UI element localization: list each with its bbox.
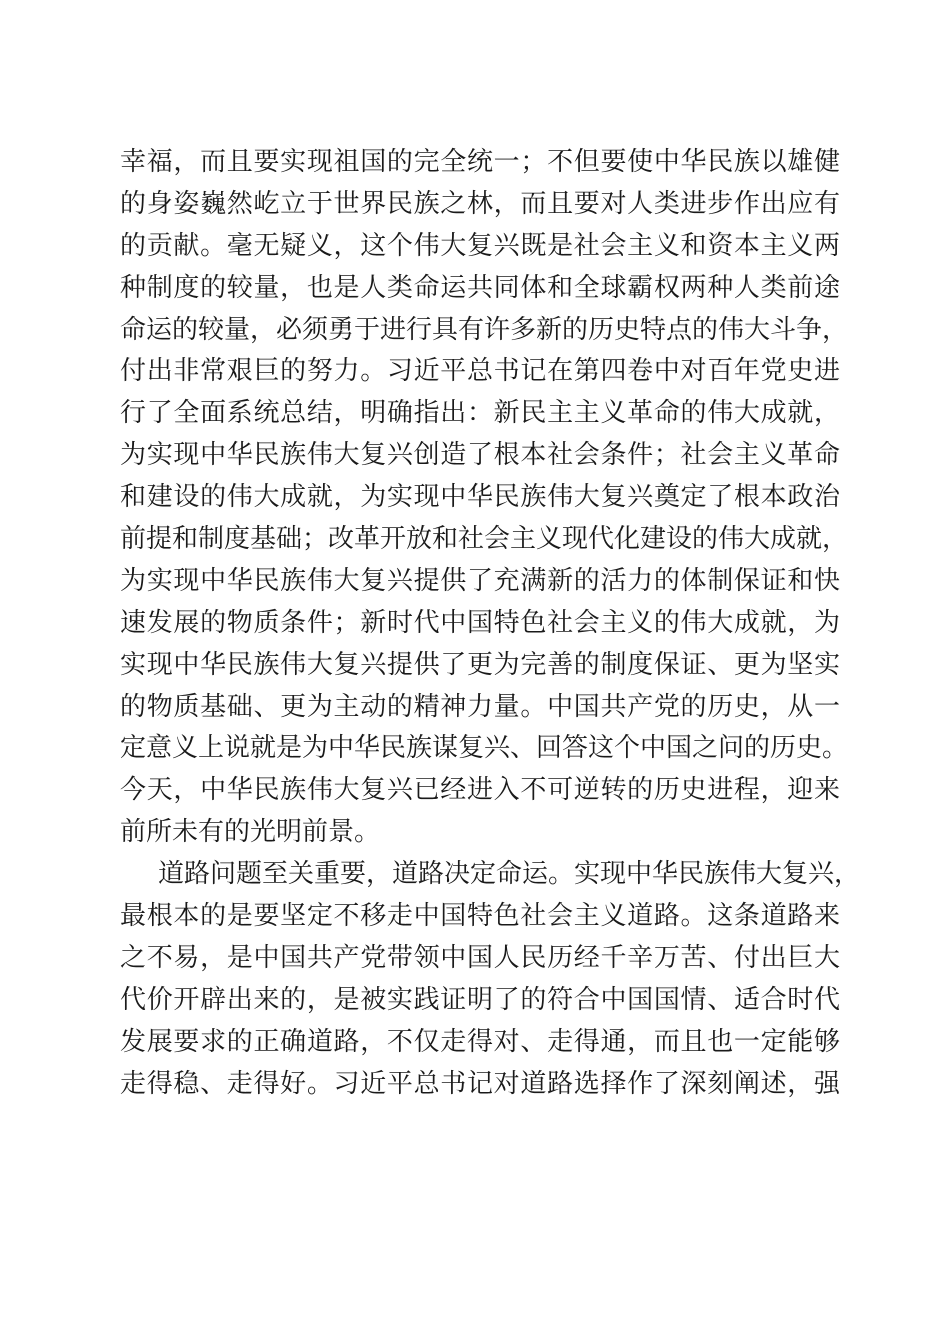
body-text bbox=[120, 142, 861, 1105]
text-line: 实现中华民族伟大复兴提供了更为完善的制度保证、更为坚实 bbox=[120, 649, 840, 680]
text-line: 种制度的较量，也是人类命运共同体和全球霸权两种人类前途 bbox=[120, 272, 840, 303]
text-line: 发展要求的正确道路，不仅走得对、走得通，而且也一定能够 bbox=[120, 1026, 840, 1057]
text-line: 之不易，是中国共产党带领中国人民历经千辛万苦、付出巨大 bbox=[120, 942, 840, 973]
text-line: 命运的较量，必须勇于进行具有许多新的历史特点的伟大斗争， bbox=[120, 314, 849, 345]
text-line: 为实现中华民族伟大复兴创造了根本社会条件；社会主义革命 bbox=[120, 440, 840, 471]
text-line: 的贡献。毫无疑义，这个伟大复兴既是社会主义和资本主义两 bbox=[120, 230, 840, 261]
text-line: 付出非常艰巨的努力。习近平总书记在第四卷中对百年党史进 bbox=[120, 356, 840, 387]
text-line: 为实现中华民族伟大复兴提供了充满新的活力的体制保证和快 bbox=[120, 565, 840, 596]
text-line: 走得稳、走得好。习近平总书记对道路选择作了深刻阐述，强 bbox=[120, 1068, 840, 1099]
text-line: 定意义上说就是为中华民族谋复兴、回答这个中国之问的历史。 bbox=[120, 733, 849, 764]
text-line: 速发展的物质条件；新时代中国特色社会主义的伟大成就，为 bbox=[120, 607, 840, 638]
text-line: 的物质基础、更为主动的精神力量。中国共产党的历史，从一 bbox=[120, 691, 840, 722]
text-line: 前所未有的光明前景。 bbox=[120, 817, 381, 848]
text-line: 的身姿巍然屹立于世界民族之林，而且要对人类进步作出应有 bbox=[120, 188, 840, 219]
text-line: 幸福，而且要实现祖国的完全统一；不但要使中华民族以雄健 bbox=[120, 147, 840, 177]
text-line: 代价开辟出来的，是被实践证明了的符合中国国情、适合时代 bbox=[120, 984, 840, 1015]
text-line: 最根本的是要坚定不移走中国特色社会主义道路。这条道路来 bbox=[120, 901, 840, 932]
text-line: 今天，中华民族伟大复兴已经进入不可逆转的历史进程，迎来 bbox=[120, 775, 840, 806]
paragraph-1 bbox=[120, 142, 849, 854]
text-line: 前提和制度基础；改革开放和社会主义现代化建设的伟大成就， bbox=[120, 524, 849, 555]
paragraph-2 bbox=[120, 854, 861, 1105]
text-line: 行了全面系统总结，明确指出：新民主主义革命的伟大成就， bbox=[120, 398, 840, 429]
text-line: 道路问题至关重要，道路决定命运。实现中华民族伟大复兴， bbox=[158, 859, 861, 890]
text-line: 和建设的伟大成就，为实现中华民族伟大复兴奠定了根本政治 bbox=[120, 482, 840, 513]
